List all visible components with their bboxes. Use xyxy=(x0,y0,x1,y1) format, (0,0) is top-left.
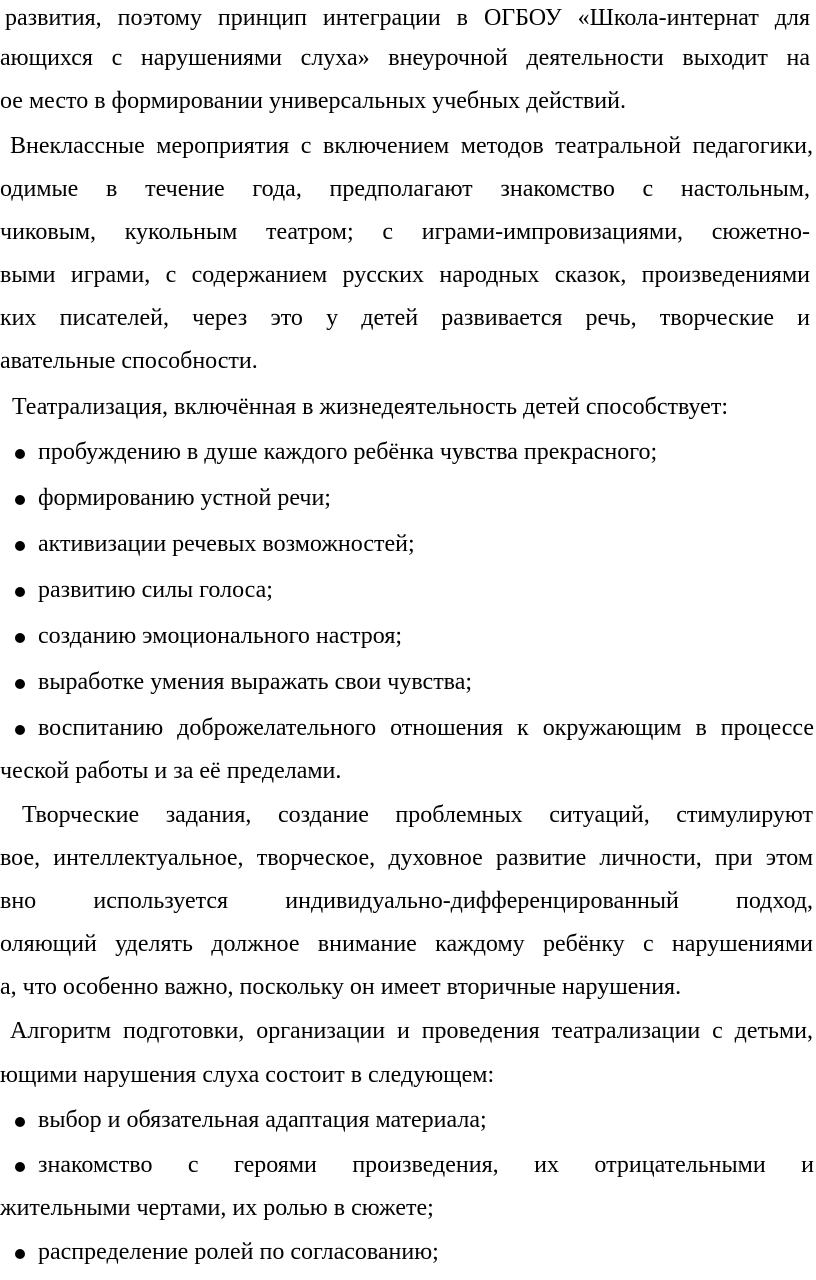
bullet-icon xyxy=(15,679,25,689)
list-item-continuation: жительными чертами, их ролью в сюжете; xyxy=(0,1195,434,1221)
list-item: созданию эмоционального настроя; xyxy=(38,623,403,649)
bullet-icon xyxy=(15,495,25,505)
text-line: оляющий уделять должное внимание каждому ребёнку с нарушениями xyxy=(0,931,813,957)
list-item: развитию силы голоса; xyxy=(38,577,273,603)
text-line: Алгоритм подготовки, организации и проведения театрализации с детьми, xyxy=(10,1018,813,1044)
bullet-icon xyxy=(15,1249,25,1259)
text-line: Творческие задания, создание проблемных ситуаций, стимулируют xyxy=(22,802,813,828)
text-line: одимые в течение года, предполагают знакомство с настольным, xyxy=(0,176,810,202)
bullet-icon xyxy=(15,1117,25,1127)
list-item: распределение ролей по согласованию; xyxy=(38,1239,439,1265)
bullet-icon xyxy=(15,633,25,643)
text-line: а, что особенно важно, поскольку он имеет вторичные нарушения. xyxy=(0,974,682,1000)
list-item-continuation: ческой работы и за её пределами. xyxy=(0,758,342,784)
list-item: воспитанию доброжелательного отношения к окружающим в процессе xyxy=(38,715,814,741)
text-line: ких писателей, через это у детей развивается речь, творческие и xyxy=(0,305,810,331)
bullet-icon xyxy=(15,541,25,551)
text-line: выми играми, с содержанием русских народных сказок, произведениями xyxy=(0,262,810,288)
bullet-icon xyxy=(15,449,25,459)
list-item: выбор и обязательная адаптация материала; xyxy=(38,1107,487,1133)
text-line: чиковым, кукольным театром; с играми-импровизациями, сюжетно- xyxy=(0,219,810,245)
list-item: активизации речевых возможностей; xyxy=(38,531,415,557)
text-line: ающихся с нарушениями слуха» внеурочной деятельности выходит на xyxy=(0,45,810,71)
text-line: ющими нарушения слуха состоит в следующем: xyxy=(0,1062,495,1088)
bullet-icon xyxy=(15,587,25,597)
text-line: авательные способности. xyxy=(0,348,258,374)
bullet-icon xyxy=(15,1162,25,1172)
list-item: формированию устной речи; xyxy=(38,485,331,511)
text-line: вое, интеллектуальное, творческое, духовное развитие личности, при этом xyxy=(0,845,813,871)
text-line: развития, поэтому принцип интеграции в ОГБОУ «Школа-интернат для xyxy=(5,5,810,31)
list-item: знакомство с героями произведения, их отрицательными и xyxy=(38,1152,814,1178)
list-item: пробуждению в душе каждого ребёнка чувства прекрасного; xyxy=(38,439,658,465)
text-line: Театрализация, включённая в жизнедеятельность детей способствует: xyxy=(12,394,728,420)
bullet-icon xyxy=(15,725,25,735)
text-line: Внеклассные мероприятия с включением методов театральной педагогики, xyxy=(10,133,813,159)
text-line: ое место в формировании универсальных учебных действий. xyxy=(0,88,626,114)
text-line: вно используется индивидуально-дифференцированный подход, xyxy=(0,888,813,914)
list-item: выработке умения выражать свои чувства; xyxy=(38,669,473,695)
